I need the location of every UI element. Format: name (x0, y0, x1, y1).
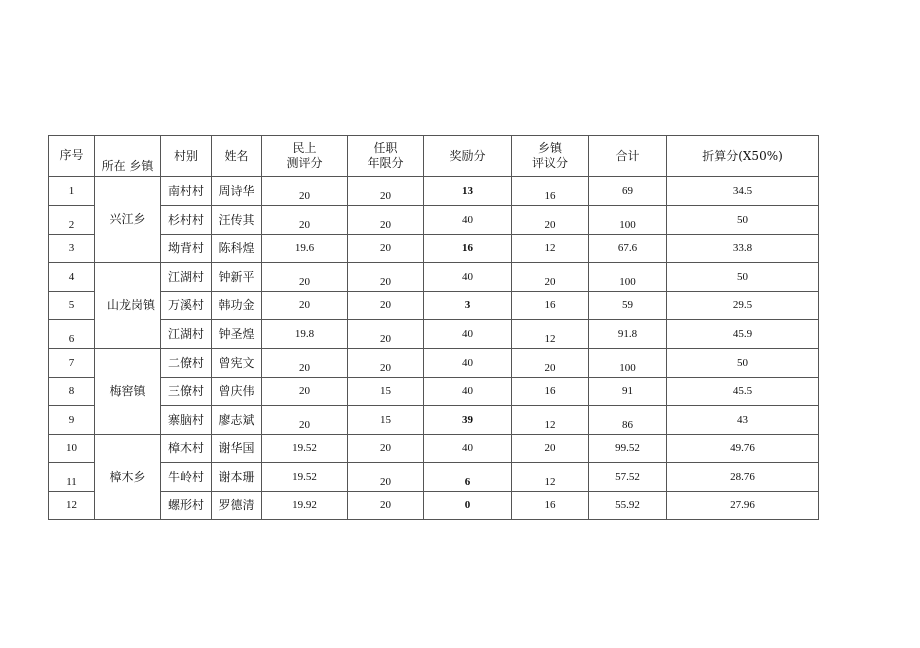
row-index: 3 (49, 235, 95, 263)
reward-cell: 13 (424, 177, 512, 206)
row-index: 11 (49, 463, 95, 492)
reward-cell: 16 (424, 235, 512, 263)
township-cell: 20 (512, 263, 589, 292)
democratic-cell: 20 (262, 378, 348, 406)
reward-cell: 40 (424, 435, 512, 463)
row-index: 7 (49, 349, 95, 378)
total-cell: 57.52 (589, 463, 667, 492)
table-row (49, 235, 819, 263)
democratic-cell: 19.8 (262, 320, 348, 349)
header-democratic: 民上 测评分 (262, 136, 348, 177)
township-cell: 16 (512, 378, 589, 406)
township-cell: 16 (512, 492, 589, 520)
reward-cell: 40 (424, 206, 512, 235)
reward-cell: 40 (424, 320, 512, 349)
row-index: 4 (49, 263, 95, 292)
row-index: 10 (49, 435, 95, 463)
village-cell: 南村村 (161, 177, 212, 206)
row-index: 2 (49, 206, 95, 235)
township-cell: 12 (512, 463, 589, 492)
township-cell: 12 (512, 235, 589, 263)
name-cell: 罗德清 (212, 492, 262, 520)
table-row (49, 320, 819, 349)
converted-cell: 45.9 (667, 320, 819, 349)
democratic-cell: 20 (262, 177, 348, 206)
town-cell: 梅窖镇 (95, 349, 161, 435)
row-index: 12 (49, 492, 95, 520)
democratic-cell: 20 (262, 206, 348, 235)
total-cell: 59 (589, 292, 667, 320)
township-cell: 12 (512, 406, 589, 435)
village-cell: 江湖村 (161, 320, 212, 349)
name-cell: 谢本珊 (212, 463, 262, 492)
table-row (49, 177, 819, 206)
reward-cell: 40 (424, 263, 512, 292)
democratic-cell: 19.6 (262, 235, 348, 263)
header-name: 姓名 (212, 136, 262, 177)
tenure-cell: 20 (348, 206, 424, 235)
header-township: 乡镇 评议分 (512, 136, 589, 177)
democratic-cell: 20 (262, 406, 348, 435)
village-cell: 樟木村 (161, 435, 212, 463)
name-cell: 廖志斌 (212, 406, 262, 435)
democratic-cell: 20 (262, 349, 348, 378)
tenure-cell: 20 (348, 263, 424, 292)
converted-cell: 49.76 (667, 435, 819, 463)
total-cell: 100 (589, 263, 667, 292)
total-cell: 67.6 (589, 235, 667, 263)
name-cell: 周诗华 (212, 177, 262, 206)
total-cell: 99.52 (589, 435, 667, 463)
name-cell: 钟新平 (212, 263, 262, 292)
table-row (49, 406, 819, 435)
header-total: 合计 (589, 136, 667, 177)
tenure-cell: 20 (348, 492, 424, 520)
converted-cell: 50 (667, 263, 819, 292)
tenure-cell: 20 (348, 349, 424, 378)
total-cell: 91 (589, 378, 667, 406)
tenure-cell: 20 (348, 177, 424, 206)
reward-cell: 0 (424, 492, 512, 520)
header-town: 所在 乡镇 (95, 136, 161, 177)
converted-cell: 33.8 (667, 235, 819, 263)
converted-cell: 45.5 (667, 378, 819, 406)
total-cell: 55.92 (589, 492, 667, 520)
total-cell: 86 (589, 406, 667, 435)
table-row (49, 492, 819, 520)
table-row (49, 206, 819, 235)
democratic-cell: 19.92 (262, 492, 348, 520)
village-cell: 江湖村 (161, 263, 212, 292)
converted-cell: 50 (667, 206, 819, 235)
table-row (49, 263, 819, 292)
name-cell: 汪传其 (212, 206, 262, 235)
village-cell: 二僚村 (161, 349, 212, 378)
village-cell: 万溪村 (161, 292, 212, 320)
village-cell: 杉村村 (161, 206, 212, 235)
reward-cell: 40 (424, 349, 512, 378)
table-row (49, 378, 819, 406)
tenure-cell: 20 (348, 463, 424, 492)
reward-cell: 40 (424, 378, 512, 406)
row-index: 6 (49, 320, 95, 349)
democratic-cell: 20 (262, 263, 348, 292)
democratic-cell: 19.52 (262, 435, 348, 463)
row-index: 5 (49, 292, 95, 320)
converted-cell: 50 (667, 349, 819, 378)
tenure-cell: 20 (348, 292, 424, 320)
row-index: 8 (49, 378, 95, 406)
converted-cell: 34.5 (667, 177, 819, 206)
tenure-cell: 20 (348, 235, 424, 263)
converted-cell: 29.5 (667, 292, 819, 320)
town-cell: 兴江乡 (95, 177, 161, 263)
township-cell: 20 (512, 435, 589, 463)
table-row (49, 349, 819, 378)
total-cell: 100 (589, 206, 667, 235)
township-cell: 20 (512, 349, 589, 378)
reward-cell: 39 (424, 406, 512, 435)
village-cell: 牛岭村 (161, 463, 212, 492)
header-reward: 奖励分 (424, 136, 512, 177)
header-village: 村别 (161, 136, 212, 177)
row-index: 9 (49, 406, 95, 435)
township-cell: 20 (512, 206, 589, 235)
name-cell: 钟圣煌 (212, 320, 262, 349)
score-table (48, 135, 819, 520)
converted-cell: 43 (667, 406, 819, 435)
converted-cell: 28.76 (667, 463, 819, 492)
header-index: 序号 (49, 136, 95, 177)
total-cell: 91.8 (589, 320, 667, 349)
township-cell: 12 (512, 320, 589, 349)
total-cell: 69 (589, 177, 667, 206)
township-cell: 16 (512, 177, 589, 206)
tenure-cell: 15 (348, 406, 424, 435)
total-cell: 100 (589, 349, 667, 378)
tenure-cell: 15 (348, 378, 424, 406)
town-cell: 樟木乡 (95, 435, 161, 520)
tenure-cell: 20 (348, 320, 424, 349)
village-cell: 坳背村 (161, 235, 212, 263)
header-tenure: 任职 年限分 (348, 136, 424, 177)
village-cell: 三僚村 (161, 378, 212, 406)
democratic-cell: 19.52 (262, 463, 348, 492)
table-row (49, 435, 819, 463)
name-cell: 谢华国 (212, 435, 262, 463)
header-converted: 折算分(X50%) (667, 136, 819, 177)
name-cell: 曾宪文 (212, 349, 262, 378)
header-row (49, 136, 819, 177)
town-cell: 山龙岗镇 (95, 263, 161, 349)
name-cell: 韩功金 (212, 292, 262, 320)
table-row (49, 463, 819, 492)
reward-cell: 3 (424, 292, 512, 320)
row-index: 1 (49, 177, 95, 206)
table-row (49, 292, 819, 320)
converted-cell: 27.96 (667, 492, 819, 520)
democratic-cell: 20 (262, 292, 348, 320)
tenure-cell: 20 (348, 435, 424, 463)
village-cell: 寨脑村 (161, 406, 212, 435)
village-cell: 螺形村 (161, 492, 212, 520)
reward-cell: 6 (424, 463, 512, 492)
name-cell: 曾庆伟 (212, 378, 262, 406)
township-cell: 16 (512, 292, 589, 320)
name-cell: 陈科煌 (212, 235, 262, 263)
